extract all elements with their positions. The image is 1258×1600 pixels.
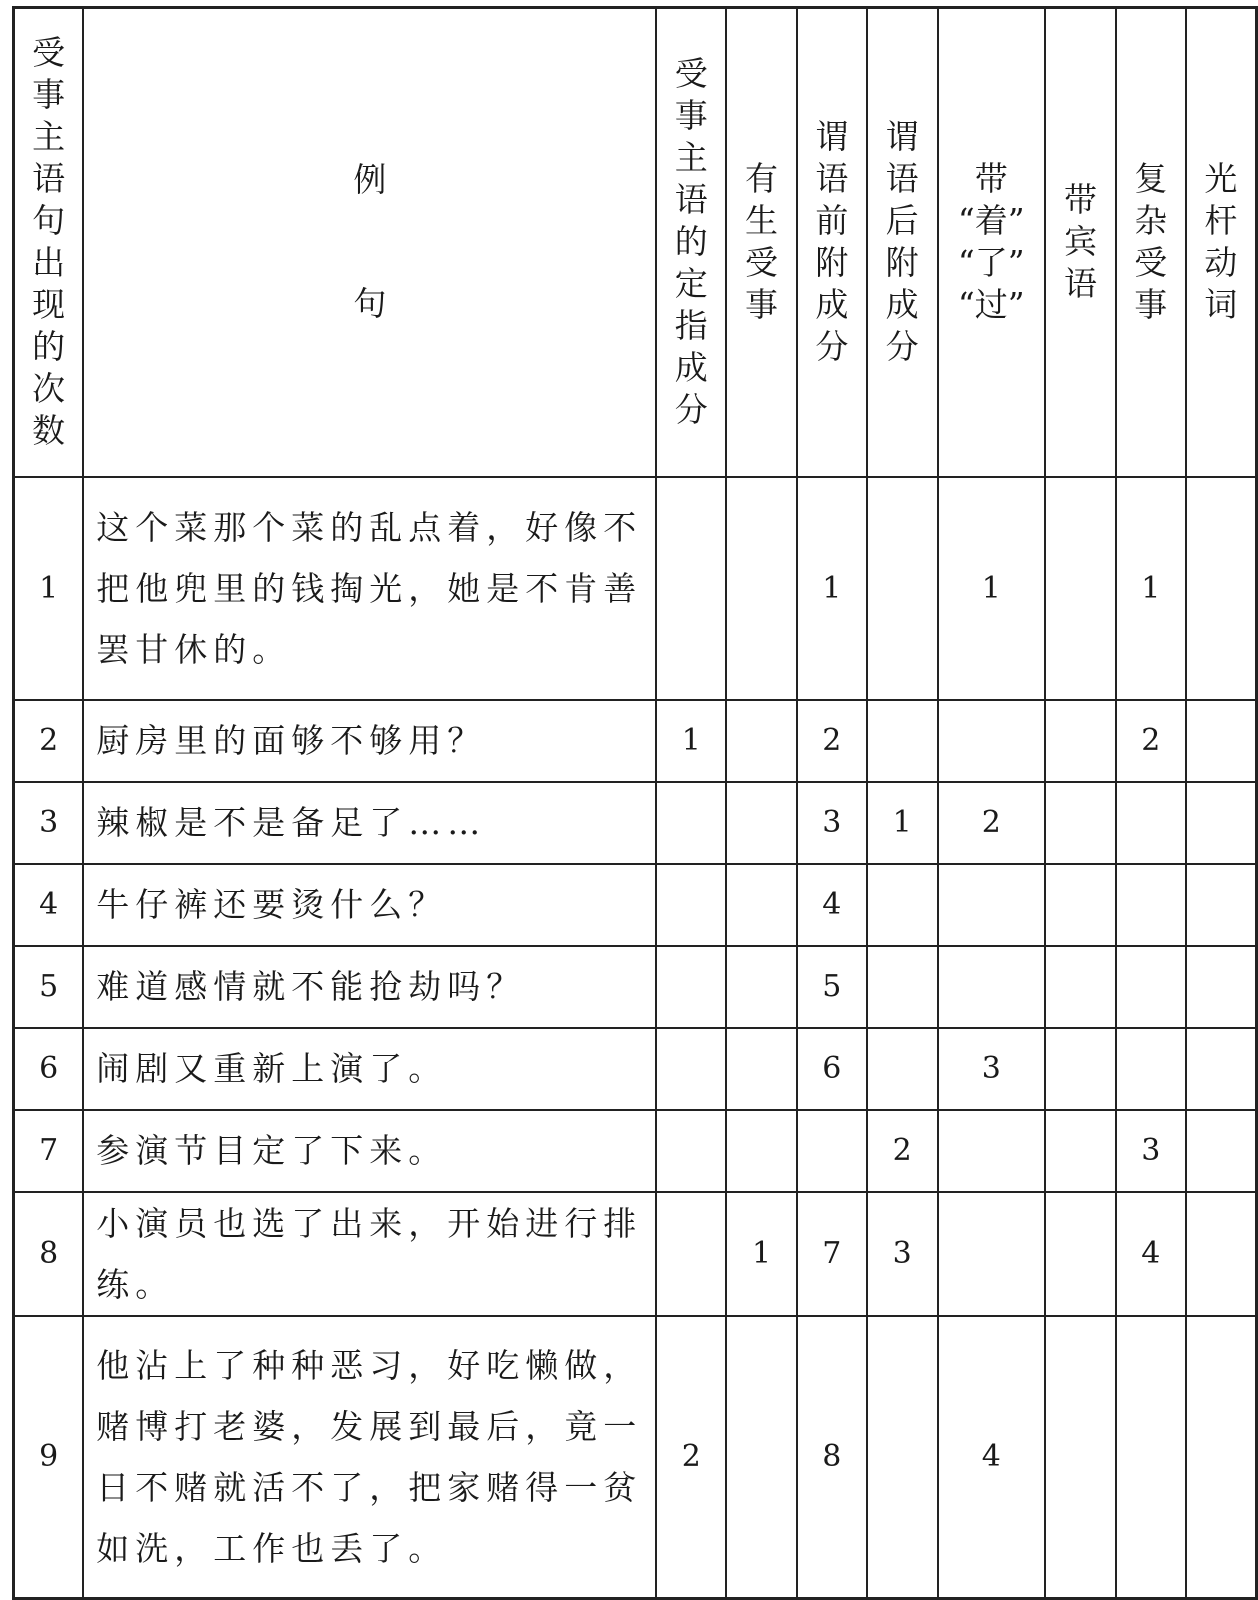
cell-object (1045, 782, 1116, 864)
table-row (14, 1110, 1257, 1192)
row-number: 9 (14, 1316, 84, 1599)
cell-definite (656, 946, 726, 1028)
cell-bare-verb (1186, 946, 1257, 1028)
table-row (14, 864, 1257, 946)
cell-object (1045, 700, 1116, 782)
cell-aspect: 4 (938, 1316, 1046, 1599)
cell-post-predicate: 2 (867, 1110, 938, 1192)
cell-post-predicate (867, 946, 938, 1028)
cell-definite (656, 782, 726, 864)
row-number: 1 (14, 477, 84, 700)
example-sentence: 他沾上了种种恶习，好吃懒做，赌博打老婆，发展到最后，竟一日不赌就活不了，把家赌得一贫如洗，工作也丢了。 (83, 1316, 656, 1599)
header-animate-patient: 有生受事 (726, 8, 797, 477)
cell-aspect (938, 946, 1046, 1028)
table-row (14, 782, 1257, 864)
cell-aspect: 1 (938, 477, 1046, 700)
cell-aspect: 2 (938, 782, 1046, 864)
header-aspect-markers: 带 “着” “了” “过” (938, 8, 1046, 477)
cell-definite: 1 (656, 700, 726, 782)
cell-complex (1116, 946, 1186, 1028)
cell-complex (1116, 782, 1186, 864)
table-row (14, 700, 1257, 782)
cell-bare-verb (1186, 477, 1257, 700)
cell-animate (726, 700, 797, 782)
cell-aspect (938, 864, 1046, 946)
cell-post-predicate (867, 864, 938, 946)
cell-object (1045, 1028, 1116, 1110)
cell-bare-verb (1186, 1028, 1257, 1110)
header-with-object: 带宾语 (1045, 8, 1116, 477)
cell-complex: 1 (1116, 477, 1186, 700)
cell-bare-verb (1186, 1316, 1257, 1599)
cell-pre-predicate: 5 (797, 946, 867, 1028)
cell-post-predicate (867, 1316, 938, 1599)
cell-pre-predicate: 1 (797, 477, 867, 700)
passive-subject-sentence-table (12, 6, 1258, 1600)
cell-post-predicate (867, 1028, 938, 1110)
cell-object (1045, 946, 1116, 1028)
cell-bare-verb (1186, 782, 1257, 864)
cell-pre-predicate: 4 (797, 864, 867, 946)
cell-object (1045, 1316, 1116, 1599)
cell-bare-verb (1186, 1110, 1257, 1192)
table-row (14, 946, 1257, 1028)
header-complex-patient: 复杂受事 (1116, 8, 1186, 477)
cell-pre-predicate: 2 (797, 700, 867, 782)
cell-post-predicate (867, 700, 938, 782)
row-number: 7 (14, 1110, 84, 1192)
cell-object (1045, 477, 1116, 700)
cell-complex (1116, 1316, 1186, 1599)
table-row (14, 1316, 1257, 1599)
row-number: 5 (14, 946, 84, 1028)
cell-aspect (938, 1110, 1046, 1192)
row-number: 4 (14, 864, 84, 946)
table-row (14, 1028, 1257, 1110)
cell-animate (726, 1110, 797, 1192)
row-number: 6 (14, 1028, 84, 1110)
cell-object (1045, 864, 1116, 946)
cell-animate (726, 1028, 797, 1110)
cell-aspect: 3 (938, 1028, 1046, 1110)
example-sentence: 参演节目定了下来。 (83, 1110, 656, 1192)
cell-post-predicate: 1 (867, 782, 938, 864)
cell-animate: 1 (726, 1192, 797, 1316)
cell-animate (726, 782, 797, 864)
cell-post-predicate (867, 477, 938, 700)
cell-object (1045, 1192, 1116, 1316)
cell-definite (656, 477, 726, 700)
cell-aspect (938, 700, 1046, 782)
example-sentence: 小演员也选了出来，开始进行排练。 (83, 1192, 656, 1316)
header-occurrence-count: 受事主语句出现的次数 (14, 8, 84, 477)
header-post-predicate-component: 谓语后附成分 (867, 8, 938, 477)
cell-bare-verb (1186, 864, 1257, 946)
example-sentence: 厨房里的面够不够用？ (83, 700, 656, 782)
cell-aspect (938, 1192, 1046, 1316)
cell-definite (656, 864, 726, 946)
header-definite-component: 受事主语的定指成分 (656, 8, 726, 477)
example-sentence: 辣椒是不是备足了…… (83, 782, 656, 864)
cell-bare-verb (1186, 1192, 1257, 1316)
cell-complex: 4 (1116, 1192, 1186, 1316)
example-sentence: 这个菜那个菜的乱点着，好像不把他兜里的钱掏光，她是不肯善罢甘休的。 (83, 477, 656, 700)
cell-pre-predicate: 6 (797, 1028, 867, 1110)
cell-complex: 2 (1116, 700, 1186, 782)
cell-animate (726, 477, 797, 700)
header-row (14, 8, 1257, 477)
cell-object (1045, 1110, 1116, 1192)
cell-pre-predicate: 8 (797, 1316, 867, 1599)
cell-definite (656, 1192, 726, 1316)
example-sentence: 牛仔裤还要烫什么？ (83, 864, 656, 946)
cell-animate (726, 946, 797, 1028)
cell-bare-verb (1186, 700, 1257, 782)
table-row (14, 477, 1257, 700)
cell-post-predicate: 3 (867, 1192, 938, 1316)
row-number: 3 (14, 782, 84, 864)
cell-definite (656, 1110, 726, 1192)
header-bare-verb: 光杆动词 (1186, 8, 1257, 477)
table-row (14, 1192, 1257, 1316)
cell-complex (1116, 864, 1186, 946)
cell-pre-predicate: 7 (797, 1192, 867, 1316)
cell-animate (726, 864, 797, 946)
cell-animate (726, 1316, 797, 1599)
cell-complex (1116, 1028, 1186, 1110)
cell-pre-predicate: 3 (797, 782, 867, 864)
cell-complex: 3 (1116, 1110, 1186, 1192)
example-sentence: 闹剧又重新上演了。 (83, 1028, 656, 1110)
row-number: 8 (14, 1192, 84, 1316)
cell-definite (656, 1028, 726, 1110)
row-number: 2 (14, 700, 84, 782)
header-pre-predicate-component: 谓语前附成分 (797, 8, 867, 477)
example-sentence: 难道感情就不能抢劫吗？ (83, 946, 656, 1028)
header-example-sentence: 例 句 (83, 8, 656, 477)
cell-pre-predicate (797, 1110, 867, 1192)
cell-definite: 2 (656, 1316, 726, 1599)
